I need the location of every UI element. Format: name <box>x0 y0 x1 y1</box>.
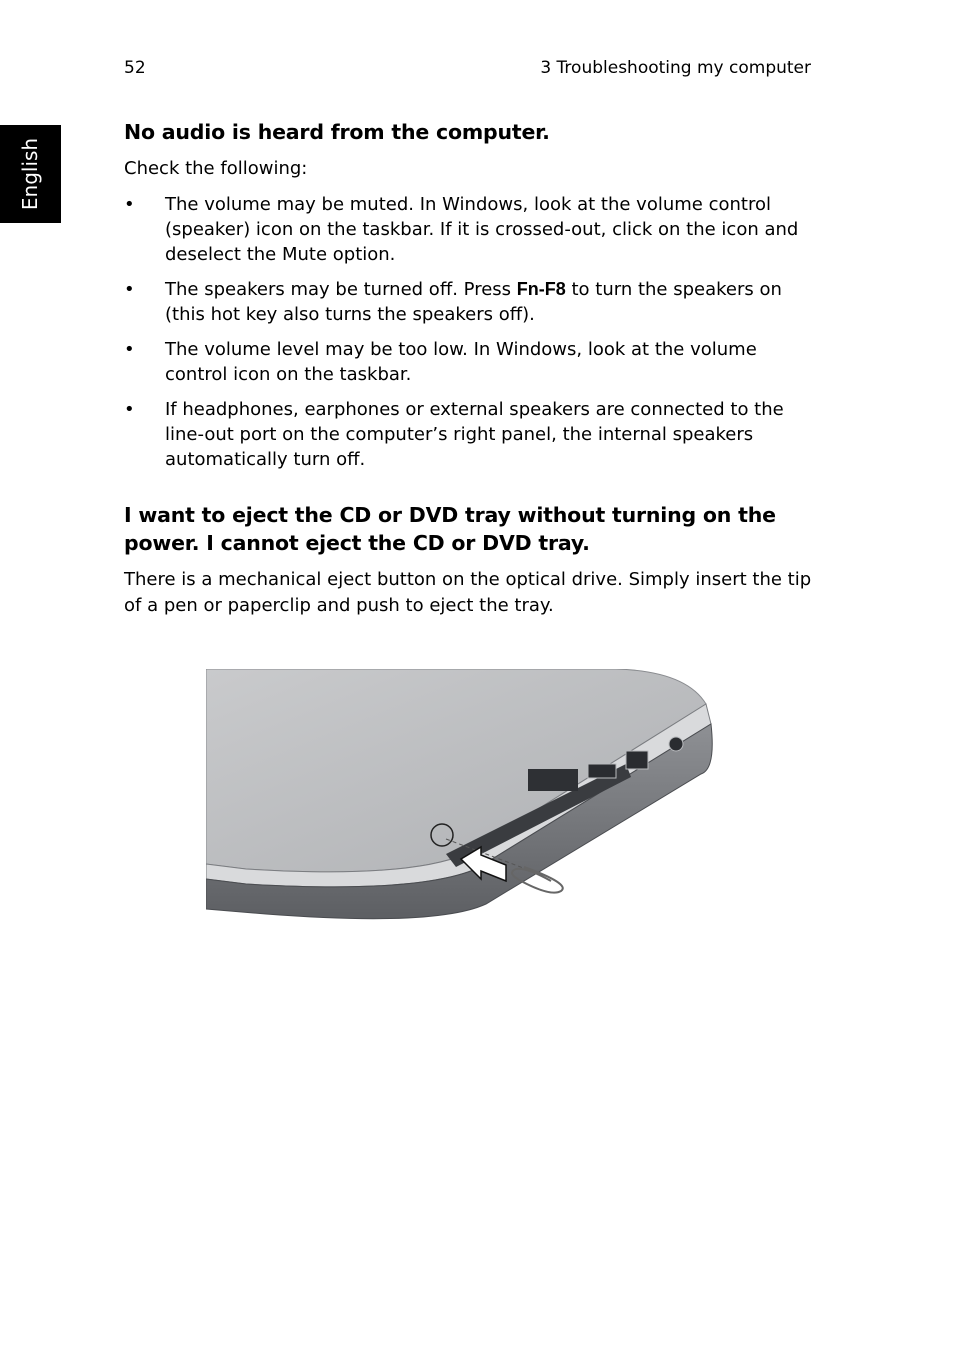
bullet-icon: • <box>124 338 135 360</box>
section-eject-tray <box>124 501 814 618</box>
section-no-audio <box>124 118 814 482</box>
hotkey: Fn-F8 <box>516 278 566 299</box>
lan-port <box>626 751 648 769</box>
list-item <box>124 397 814 472</box>
list-item <box>124 337 814 387</box>
list-item <box>124 192 814 267</box>
section-heading: I want to eject the CD or DVD tray without turning on the power. I cannot eject the CD or DVD tray. <box>124 503 776 555</box>
laptop-eject-illustration <box>206 669 716 927</box>
card-reader <box>528 769 578 791</box>
chapter-title: 3 Troubleshooting my computer <box>540 58 811 78</box>
body-text: There is a mechanical eject button on the optical drive. Simply insert the tip of a pen or paperclip and push to eject the tray. <box>124 569 812 616</box>
power-jack <box>669 737 683 751</box>
language-tab-label: English <box>18 137 42 211</box>
intro-text: Check the following: <box>124 158 308 179</box>
list-item-text-pre: The speakers may be turned off. Press <box>165 278 517 300</box>
list-item-text: If headphones, earphones or external speakers are connected to the line-out port on the computer’s right panel, the internal speakers automatically turn off. <box>165 398 784 470</box>
page-number: 52 <box>124 58 146 78</box>
list-item-text-post: to turn the speakers on (this hot key also turns the speakers off). <box>165 278 782 325</box>
usb-port <box>588 764 616 778</box>
bullet-icon: • <box>124 193 135 215</box>
check-list <box>124 192 814 472</box>
bullet-icon: • <box>124 278 135 300</box>
section-heading: No audio is heard from the computer. <box>124 120 550 144</box>
bullet-icon: • <box>124 398 135 420</box>
list-item <box>124 277 814 327</box>
language-tab <box>0 125 61 223</box>
list-item-text: The volume may be muted. In Windows, look at the volume control (speaker) icon on the taskbar. If it is crossed-out, click on the icon and deselect the Mute option. <box>165 193 799 265</box>
list-item-text: The volume level may be too low. In Windows, look at the volume control icon on the taskbar. <box>165 338 757 385</box>
